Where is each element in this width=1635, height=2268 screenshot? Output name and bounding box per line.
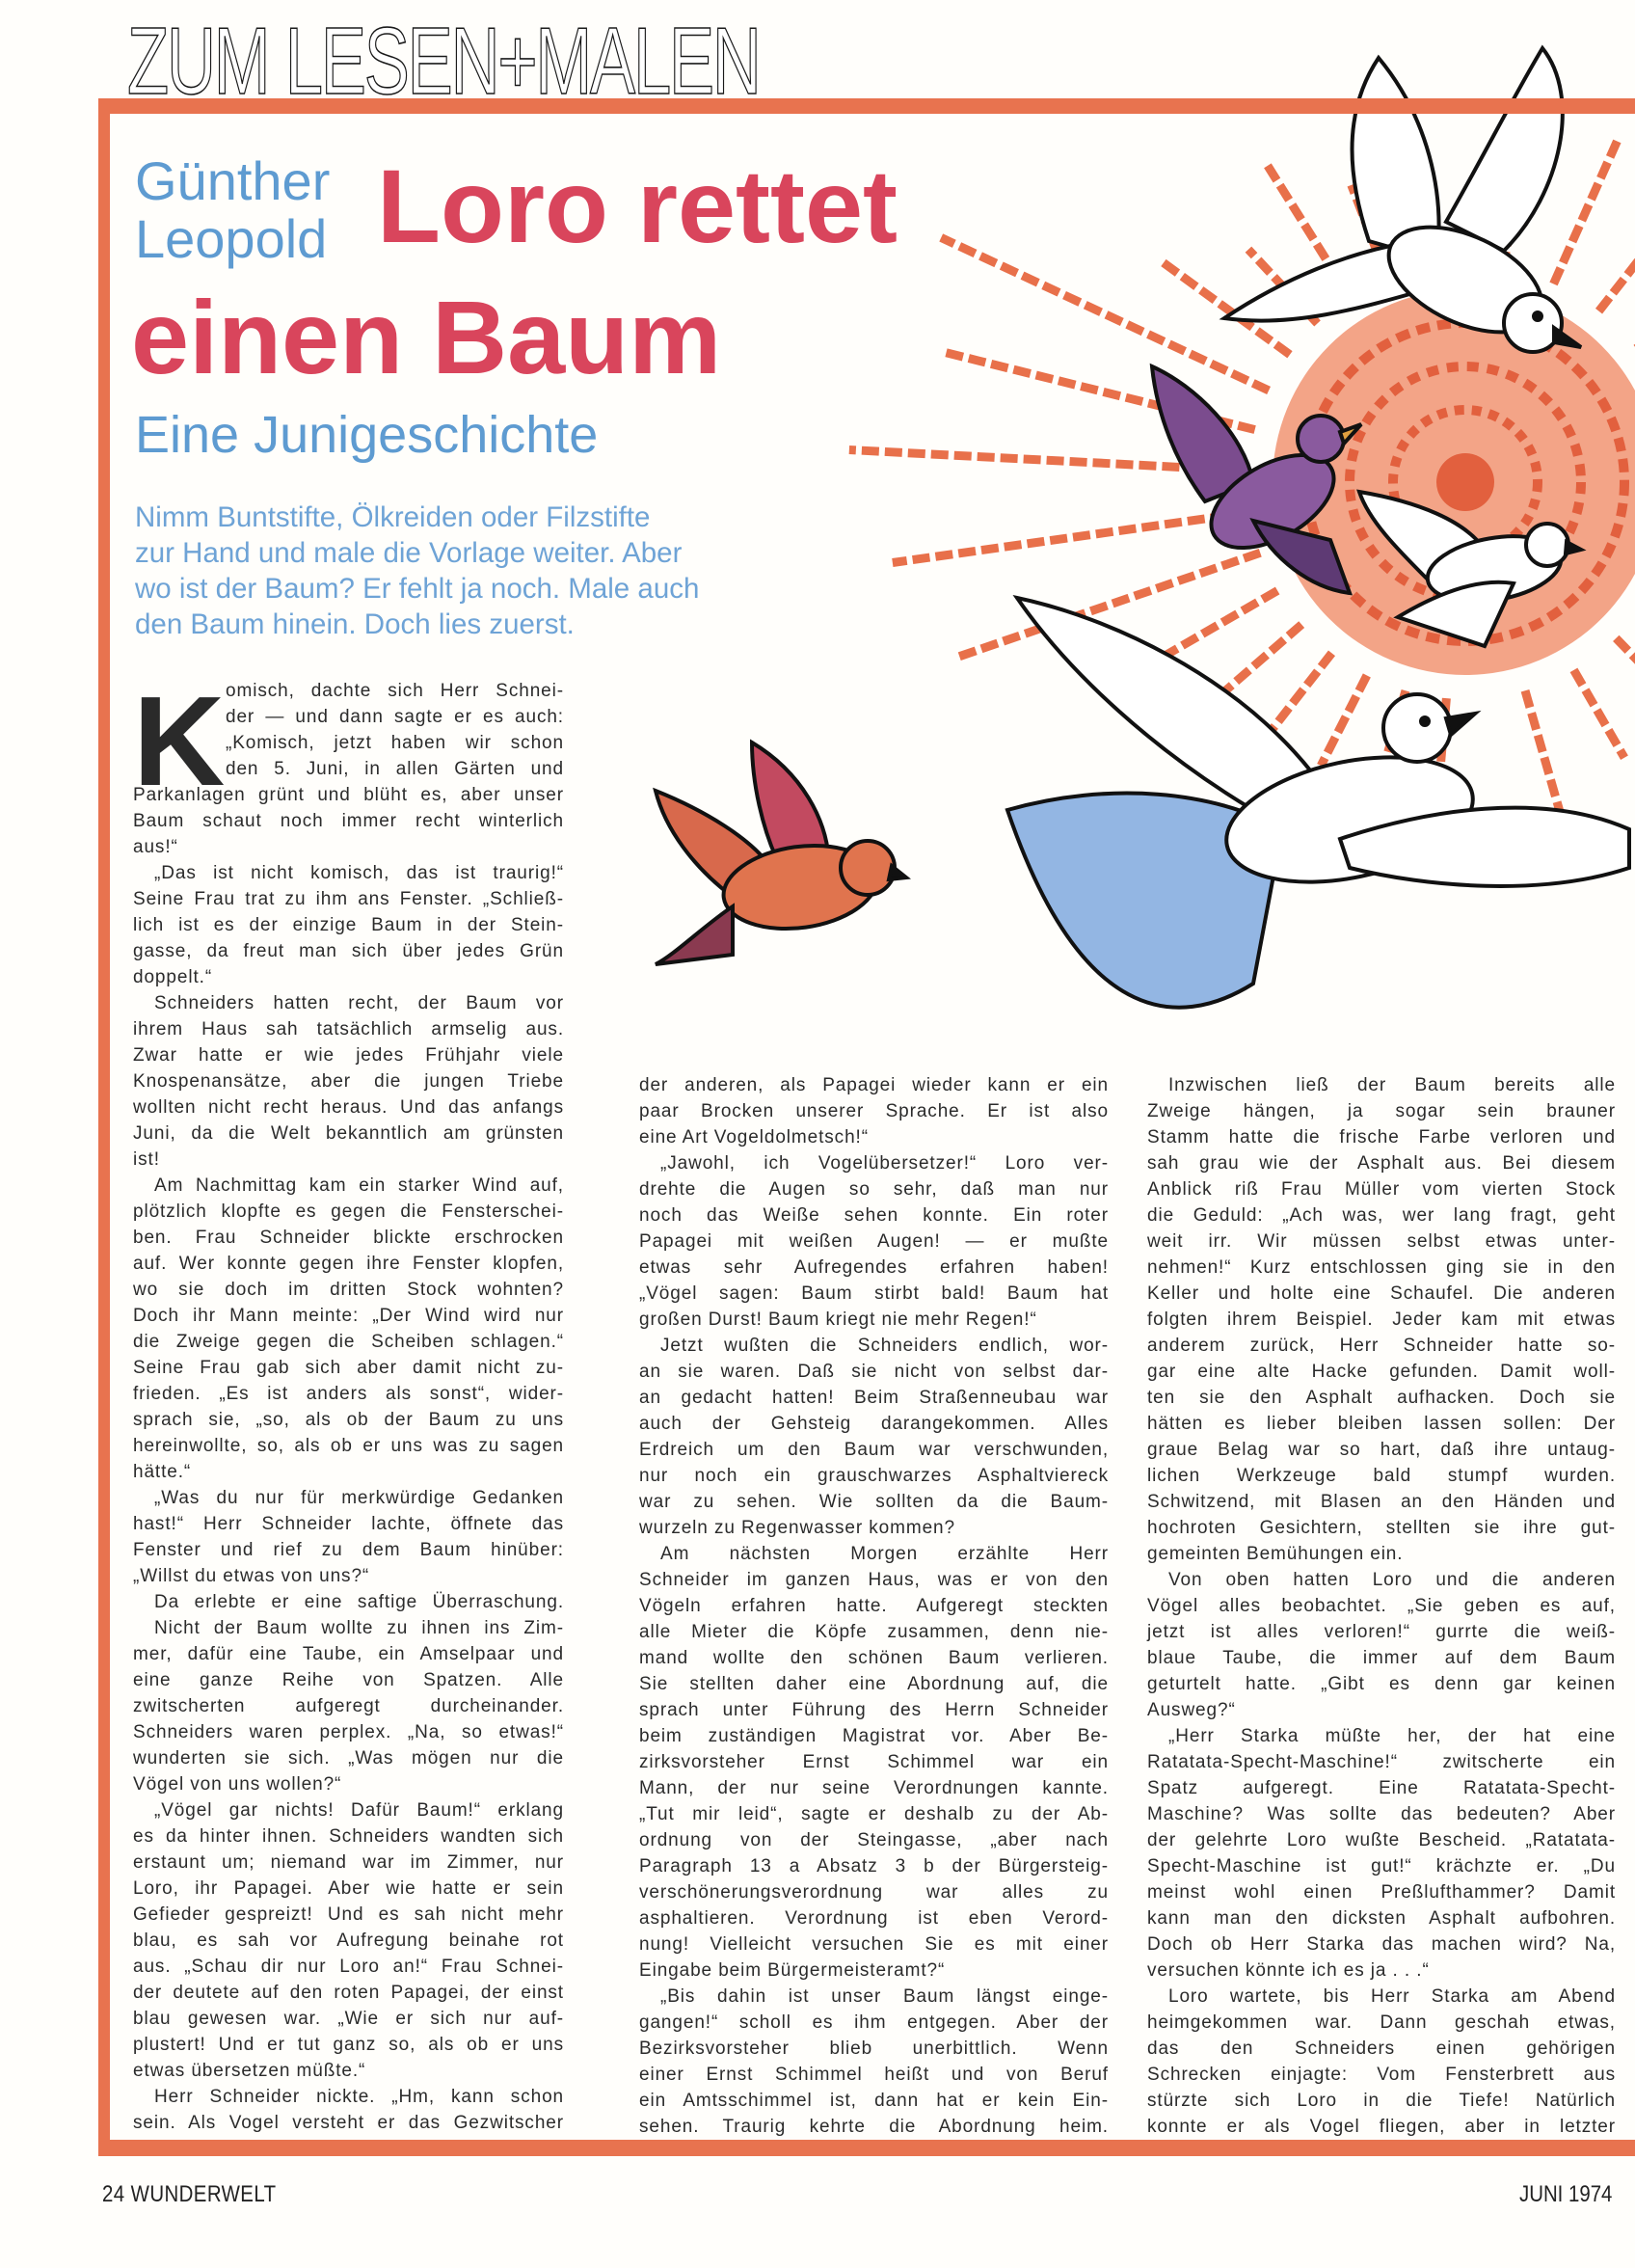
text-line: der anderen, als Papagei wieder kann er ein [639,1075,1109,1095]
text-line: Maschine? Was sollte das bedeuten? Aber [1147,1804,1616,1824]
text-line: hätte.“ [133,1462,192,1482]
text-line: sprach unter Führung des Herrn Schneider [639,1700,1109,1720]
text-line: Vögel von uns wollen?“ [133,1774,342,1795]
text-line: wunderten sie sich. „Was mögen nur die [133,1748,564,1768]
text-line: Ausweg?“ [1147,1700,1236,1720]
text-line: Bezirksvorsteher blieb unerbittlich. Wenn [639,2038,1109,2059]
text-line: aus!“ [133,837,178,857]
text-line: Seine Frau gab sich aber damit nicht zu- [133,1358,564,1378]
text-line: Gefieder gespreizt! Und es sah nicht mehr [133,1904,564,1925]
text-line: Nicht der Baum wollte zu ihnen ins Zim- [154,1618,564,1638]
text-line: war zu sehen. Wie sollten da die Baum- [639,1492,1109,1512]
text-line: blau, es sah vor Aufregung beinahe rot [133,1930,564,1951]
text-line: ben. Frau Schneider blickte erschrocken [133,1228,564,1248]
text-line: Mann, der nur seine Verordnungen kannte. [639,1778,1109,1798]
text-line: lichen Werkzeuge bald stumpf wurden. [1147,1466,1616,1486]
text-line: Baum schaut noch immer recht winterlich [133,811,564,831]
intro-line: Nimm Buntstifte, Ölkreiden oder Filzstifte [135,501,651,533]
text-line: Knospenansätze, aber die jungen Triebe [133,1071,564,1092]
text-column-2 [639,1072,1109,2140]
text-line: das den Schneiders einen gehörigen [1147,2038,1616,2059]
text-line: „Bis dahin ist unser Baum längst einge- [660,1986,1109,2007]
text-line: ten sie den Asphalt aufhacken. Doch sie [1147,1388,1616,1408]
text-line: asphaltieren. Verordnung ist eben Verord- [639,1908,1109,1929]
story-subtitle: Eine Junigeschichte [135,406,599,464]
text-line: den 5. Juni, in allen Gärten und [226,759,564,779]
text-line: blau gewesen war. „Wie er sich nur auf- [133,2009,564,2029]
text-column-1 [133,670,564,2136]
text-line: Vögel alles beobachtet. „Sie geben es auf, [1147,1596,1616,1616]
text-line: meinst wohl einen Preßlufthammer? Damit [1147,1882,1616,1903]
story-title-line-2: einen Baum [131,279,722,395]
text-line: einer Ernst Schimmel heißt und von Beruf [639,2065,1109,2085]
text-line: Zweige hängen, ja sogar sein brauner [1147,1101,1616,1121]
text-line: weit irr. Wir müssen selbst etwas unter- [1147,1231,1616,1252]
text-line: wurzeln zu Regenwasser kommen? [639,1518,955,1538]
intro-text [135,500,887,642]
text-line: mer, dafür eine Taube, ein Amselpaar und [133,1644,564,1664]
text-line: Schrecken einjagte: Vom Fensterbrett aus [1147,2065,1616,2085]
text-line: mand wollte den schönen Baum verlieren. [639,1648,1109,1668]
text-line: noch das Weiße sehen konnte. Ein roter [639,1205,1109,1226]
text-line: der deutete auf den roten Papagei, der einst [133,1983,564,2003]
text-line: lich ist es der einzige Baum in der Stein- [133,915,564,935]
text-line: gasse, da freut man sich über jedes Grün [133,941,564,961]
text-line: Seine Frau trat zu ihm ans Fenster. „Schließ- [133,889,564,909]
text-line: sein. Als Vogel versteht er das Gezwitscher [133,2113,564,2133]
text-line: graue Belag war so hart, daß ihre untaug- [1147,1440,1616,1460]
text-line: verschönerungsverordnung war alles zu [639,1882,1109,1903]
text-line: „Vögel gar nichts! Dafür Baum!“ erklang [154,1800,564,1821]
text-line: Da erlebte er eine saftige Überraschung. [154,1592,564,1612]
text-line: Am nächsten Morgen erzählte Herr [660,1544,1109,1564]
text-line: versuchen könnte ich es ja . . .“ [1147,1960,1430,1981]
text-line: etwas sehr Aufregendes erfahren haben! [639,1257,1109,1278]
text-line: „Tut mir leid“, sagte er deshalb zu der Ab- [639,1804,1109,1824]
text-line: an sie waren. Daß sie nicht von selbst dar- [639,1362,1109,1382]
text-line: nur noch ein grauschwarzes Asphaltviereck [639,1466,1109,1486]
text-line: zirksvorsteher Ernst Schimmel war ein [639,1752,1109,1772]
text-line: gangen!“ scholl es ihm entgegen. Aber der [639,2012,1109,2033]
text-line: die Zweige gegen die Scheiben schlagen.“ [133,1332,564,1352]
author-last-name: Leopold [135,208,328,269]
text-line: es da hinter ihnen. Schneiders wandten sich [133,1826,564,1847]
text-line: Von oben hatten Loro und die anderen [1168,1570,1616,1590]
text-line: Anblick riß Frau Müller vom vierten Stock [1147,1179,1616,1200]
text-line: wollten nicht recht heraus. Und das anfangs [133,1097,564,1118]
text-line: hätten es lieber bleiben lassen sollen: Der [1147,1414,1616,1434]
text-line: Papagei mit weißen Augen! — er mußte [639,1231,1109,1252]
text-line: Doch ihr Mann meinte: „Der Wind wird nur [133,1306,564,1326]
text-line: „Das ist nicht komisch, das ist traurig!“ [154,863,564,883]
text-line: der — und dann sagte er es auch: [226,707,564,727]
text-line: Schwitzend, mit Blasen an den Händen und [1147,1492,1616,1512]
text-line: gemeinten Bemühungen ein. [1147,1544,1404,1564]
text-line: sah grau wie der Asphalt aus. Bei diesem [1147,1153,1616,1174]
text-line: wo sie doch im dritten Stock wohnten? [133,1280,564,1300]
text-line: auf. Wer konnte gegen ihre Fenster klopfen, [133,1254,564,1274]
text-line: Vögeln erfahren hatte. Aufgeregt steckten [639,1596,1109,1616]
text-line: Loro wartete, bis Herr Starka am Abend [1168,1986,1616,2007]
text-line: Spatz aufgeregt. Eine Ratatata-Specht- [1147,1778,1616,1798]
text-line: Zwar hatte er wie jedes Frühjahr viele [133,1045,564,1066]
page-number-magazine: 24 WUNDERWELT [102,2181,277,2207]
text-line: „Jawohl, ich Vogelübersetzer!“ Loro ver- [660,1153,1109,1174]
text-line: „Herr Starka müßte her, der hat eine [1168,1726,1616,1746]
text-line: Loro, ihr Papagei. Aber wie hatte er sein [133,1878,564,1899]
issue-date: JUNI 1974 [1518,2181,1612,2207]
text-line: kann man den dicksten Asphalt aufbohren. [1147,1908,1616,1929]
text-line: konnte er als Vogel fliegen, aber in letzter [1147,2117,1616,2137]
text-line: paar Brocken unserer Sprache. Er ist also [639,1101,1109,1121]
text-line: Inzwischen ließ der Baum bereits alle [1168,1075,1616,1095]
text-line: Specht-Maschine ist gut!“ krächzte er. „Du [1147,1856,1616,1876]
text-line: der gelehrte Loro wußte Bescheid. „Ratatata- [1147,1830,1616,1850]
text-line: folgten ihrem Beispiel. Jeder kam mit etwas [1147,1310,1616,1330]
text-line: Fenster und rief zu dem Baum hinüber: [133,1540,564,1560]
author-name [135,152,330,268]
text-line: alle Mieter die Köpfe zusammen, denn nie- [639,1622,1109,1642]
text-line: doppelt.“ [133,967,213,987]
text-line: Herr Schneider nickte. „Hm, kann schon [154,2087,564,2107]
text-line: sehen. Traurig kehrte die Abordnung heim. [639,2117,1109,2137]
text-line: etwas übersetzen müßte.“ [133,2061,366,2081]
text-line: Ratatata-Specht-Maschine!“ zwitscherte ein [1147,1752,1616,1772]
text-line: hast!“ Herr Schneider lachte, öffnete das [133,1514,564,1534]
text-line: frieden. „Es ist anders als sonst“, wider- [133,1384,564,1404]
text-line: anderem zurück, Herr Schneider hatte so- [1147,1336,1616,1356]
text-line: Schneider im ganzen Haus, was er von den [639,1570,1109,1590]
text-line: Doch ob Herr Starka das machen wird? Na, [1147,1934,1616,1955]
text-line: plötzlich klopfte es gegen die Fensterschei- [133,1202,564,1222]
text-column-3 [1147,1072,1616,2140]
text-line: erstaunt um; niemand war im Zimmer, nur [133,1852,564,1873]
text-line: auch der Gehsteig darangekommen. Alles [639,1414,1109,1434]
story-title-line-1: Loro rettet [377,148,898,264]
text-line: beim zuständigen Magistrat vor. Aber Be- [639,1726,1109,1746]
text-line: stürzte sich Loro in die Tiefe! Natürlich [1147,2091,1616,2111]
text-line: ist! [133,1149,160,1170]
text-line: „Vögel sagen: Baum stirbt bald! Baum hat [639,1283,1109,1304]
text-line: Stamm hatte die frische Farbe verloren und [1147,1127,1616,1148]
text-line: großen Durst! Baum kriegt nie mehr Regen!“ [639,1310,1037,1330]
text-line: Parkanlagen grünt und blüht es, aber unser [133,785,564,805]
text-line: ordnung von der Steingasse, „aber nach [639,1830,1109,1850]
text-line: nehmen!“ Kurz entschlossen ging sie in den [1147,1257,1616,1278]
text-line: blaue Taube, die immer auf dem Baum [1147,1648,1616,1668]
text-line: Jetzt wußten die Schneiders endlich, wor- [660,1336,1109,1356]
text-line: Schneiders hatten recht, der Baum vor [154,993,564,1013]
text-line: Keller und holte eine Schaufel. Die anderen [1147,1283,1616,1304]
text-line: Juni, da die Welt bekanntlich am grünsten [133,1123,564,1144]
text-line: aus. „Schau dir nur Loro an!“ Frau Schnei- [133,1957,564,1977]
text-line: ihrem Haus sah tatsächlich armselig aus. [133,1019,564,1040]
text-line: Paragraph 13 a Absatz 3 b der Bürgersteig- [639,1856,1109,1876]
intro-line: wo ist der Baum? Er fehlt ja noch. Male auch [135,573,700,605]
text-line: „Komisch, jetzt haben wir schon [226,733,564,753]
text-line: die Geduld: „Ach was, wer lang fragt, geht [1147,1205,1616,1226]
text-line: Schneiders waren perplex. „Na, so etwas!“ [133,1722,564,1742]
text-line: zwitscherten aufgeregt durcheinander. [133,1696,564,1716]
text-line: omisch, dachte sich Herr Schnei- [226,681,564,701]
text-line: geturtelt hatte. „Gibt es denn gar keinen [1147,1674,1616,1694]
text-line: Erdreich um den Baum war verschwunden, [639,1440,1109,1460]
text-line: heimgekommen war. Dann geschah etwas, [1147,2012,1616,2033]
text-line: Eingabe beim Bürgermeisteramt?“ [639,1960,946,1981]
text-line: Am Nachmittag kam ein starker Wind auf, [154,1175,564,1196]
text-line: gar eine alte Hacke gefunden. Damit woll- [1147,1362,1616,1382]
text-line: nung! Vielleicht versuchen Sie es mit einer [639,1934,1109,1955]
text-line: jetzt ist alles verloren!“ gurrte die weiß- [1147,1622,1616,1642]
text-line: drehte die Augen so sehr, daß man nur [639,1179,1109,1200]
text-line: ein Amtsschimmel ist, dann hat er kein Ein- [639,2091,1109,2111]
text-line: „Willst du etwas von uns?“ [133,1566,370,1586]
text-line: plustert! Und er tut ganz so, als ob er uns [133,2035,564,2055]
text-line: sprach sie, „so, als ob der Baum zu uns [133,1410,564,1430]
text-line: eine ganze Reihe von Spatzen. Alle [133,1670,564,1690]
intro-line: zur Hand und male die Vorlage weiter. Aber [135,537,683,569]
intro-line: den Baum hinein. Doch lies zuerst. [135,608,575,640]
drop-cap: K [133,670,226,812]
text-line: hochroten Gesichtern, stellten sie ihre gut- [1147,1518,1616,1538]
text-line: „Was du nur für merkwürdige Gedanken [154,1488,564,1508]
text-line: hereinwollte, so, als ob er uns was zu sagen [133,1436,564,1456]
text-line: eine Art Vogeldolmetsch!“ [639,1127,869,1148]
text-line: an gedacht hatten! Beim Straßenneubau war [639,1388,1109,1408]
author-first-name: Günther [135,150,331,211]
text-line: Sie stellten daher eine Abordnung auf, die [639,1674,1109,1694]
section-heading: ZUM LESEN+MALEN [127,8,760,114]
